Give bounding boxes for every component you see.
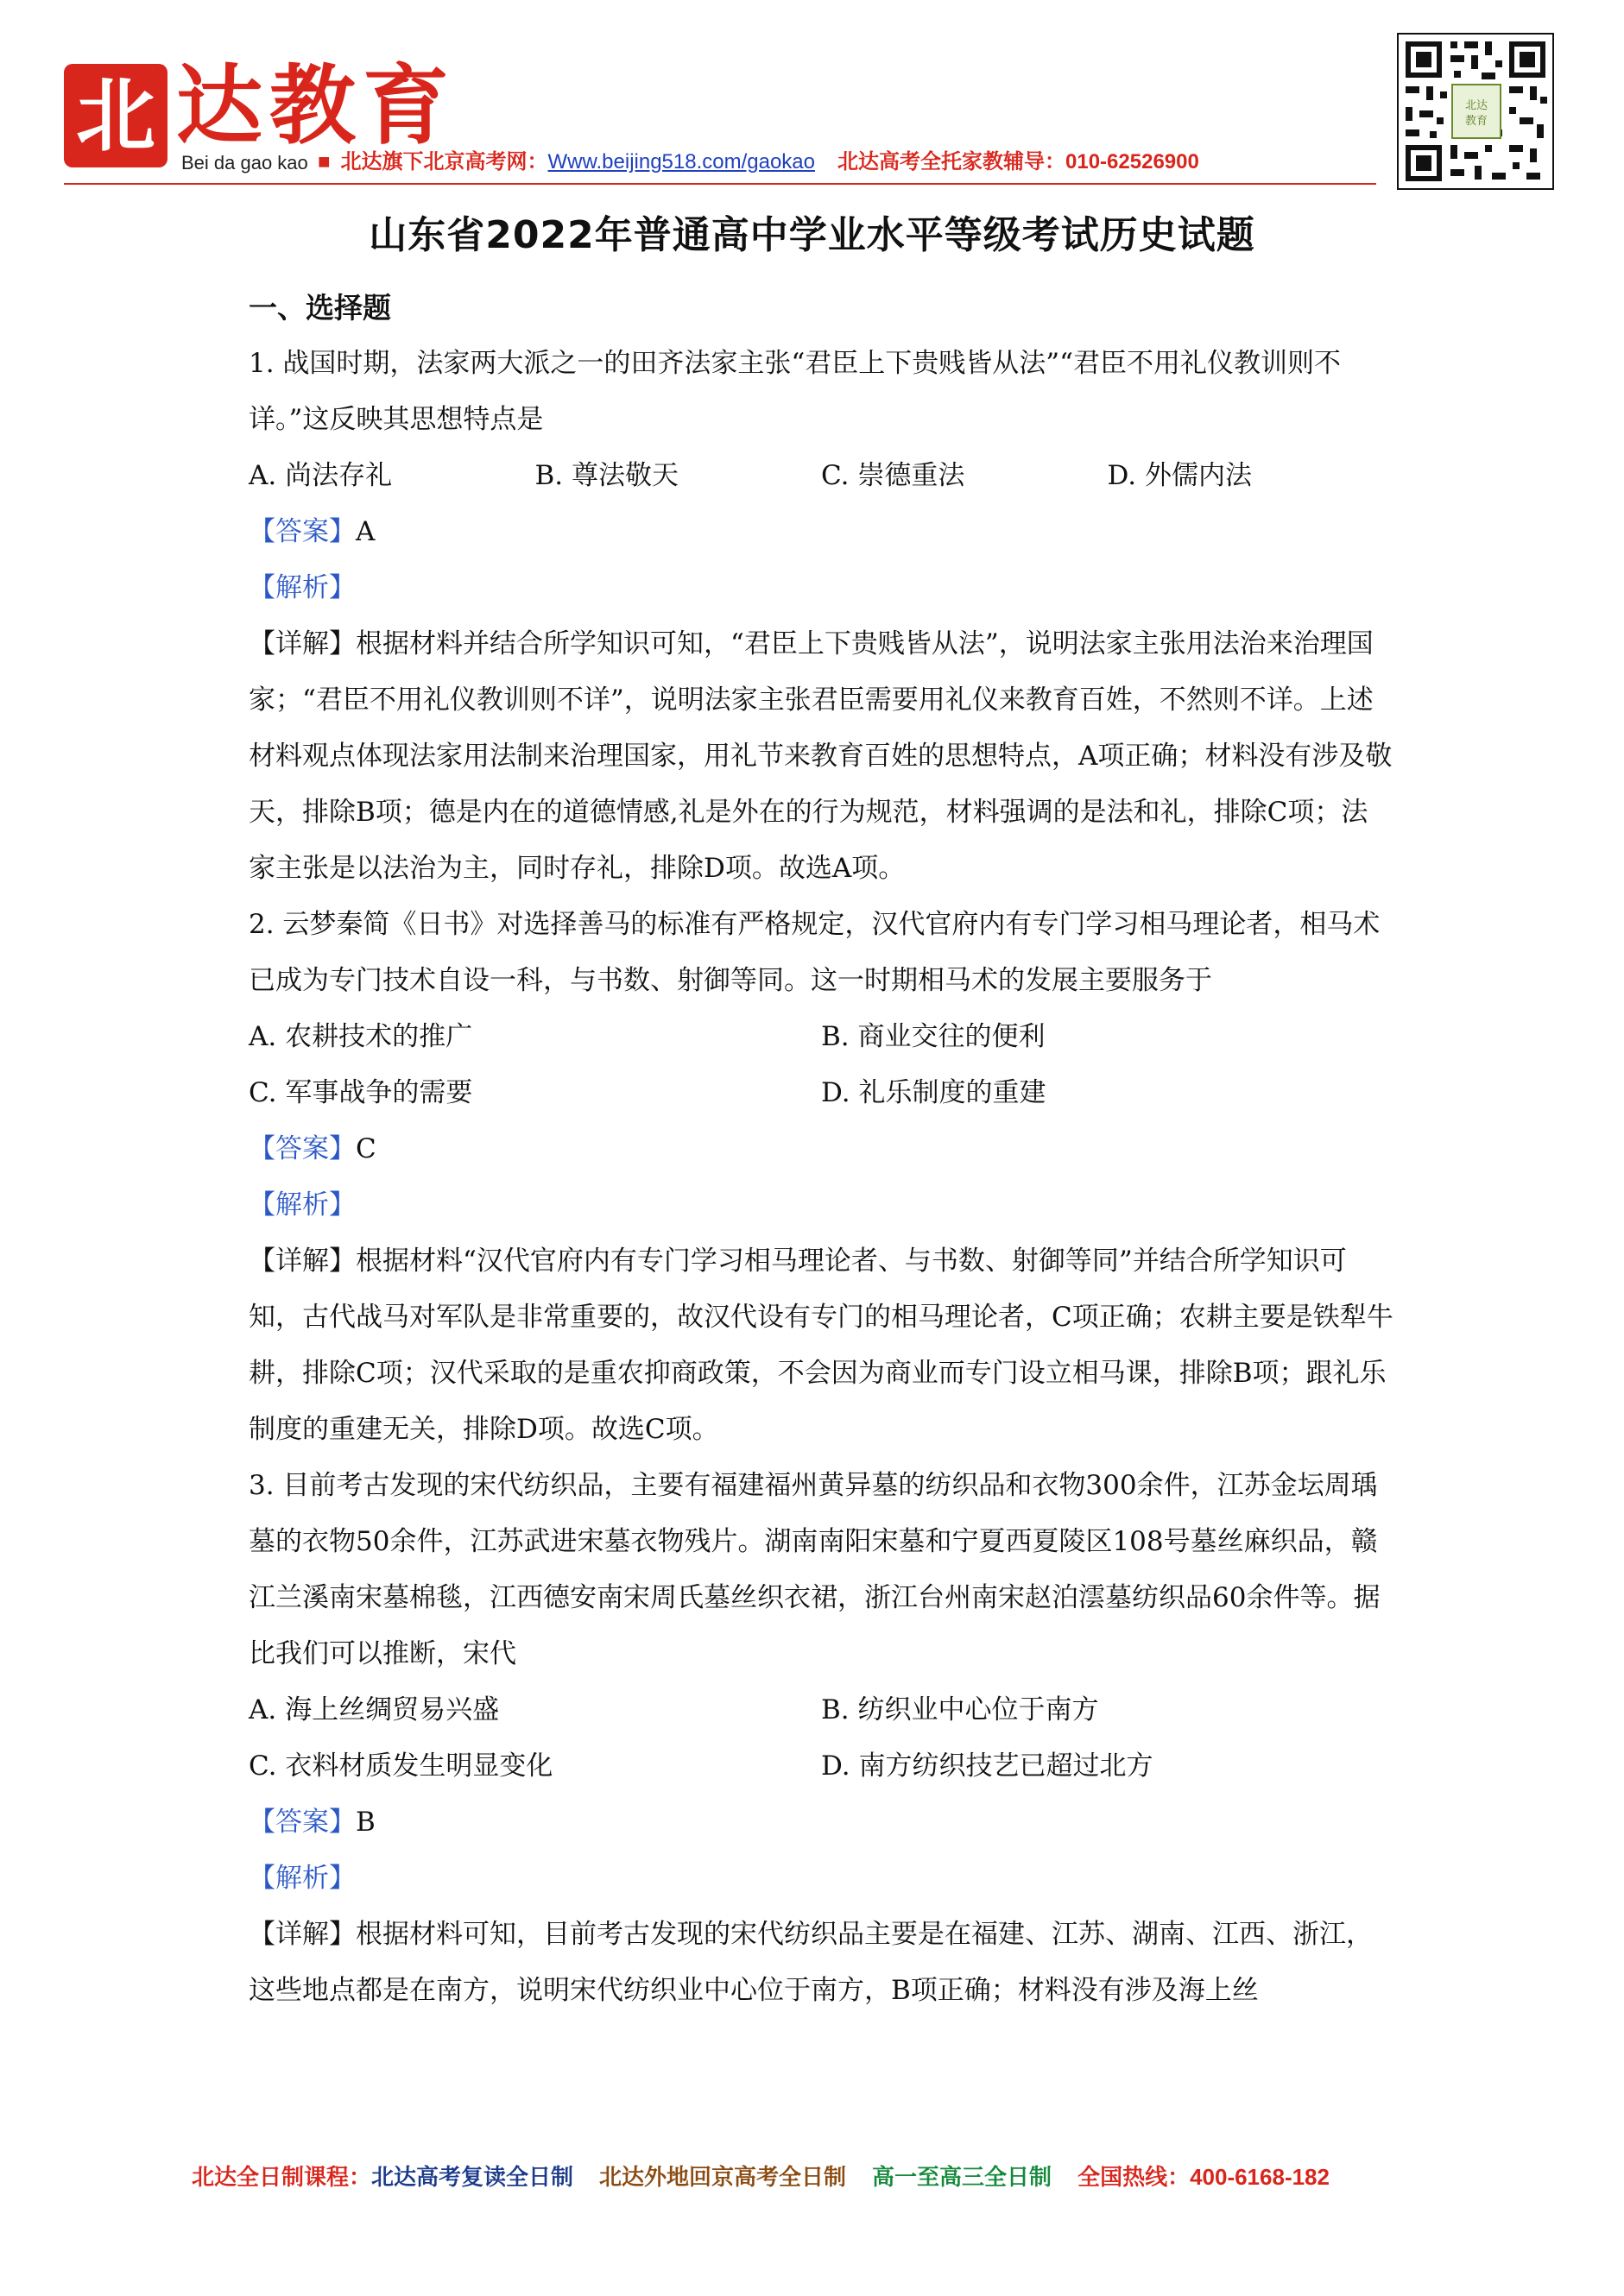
option-d: D. 礼乐制度的重建 — [821, 1077, 1046, 1108]
question-3-stem: 3. 目前考古发现的宋代纺织品，主要有福建福州黄异墓的纺织品和衣物300余件，江苏金坛周瑀墓的衣物50余件，江苏武进宋墓衣物残片。湖南南阳宋墓和宁夏西夏陵区108号墓丝麻织品，赣江兰溪南宋墓棉毯，江西德安南宋周氏墓丝织衣裙，浙江台州南宋赵泊澐墓纺织品60余件等。据比我们可以推断，宋代 — [249, 1470, 1381, 1669]
section-heading: 一、选择题 — [249, 291, 391, 325]
question-3-analysis-tag: 【解析】 — [249, 1863, 356, 1894]
answer-tag: 【答案】 — [249, 1133, 356, 1164]
footer-course-2: 北达外地回京高考全日制 — [599, 2164, 847, 2190]
question-1-options — [249, 448, 1393, 504]
question-2-options-row-2 — [249, 1065, 1393, 1121]
question-2-detail — [249, 1233, 1393, 1458]
question-2-options-row-1 — [249, 1009, 1393, 1065]
detail-tag: 【详解】 — [249, 1919, 356, 1950]
detail-text: 根据材料并结合所学知识可知，“君臣上下贵贱皆从法”，说明法家主张用法治来治理国家；“君臣不用礼仪教训则不详”，说明法家主张君臣需要用礼仪来教育百姓，不然则不详。上述材料观点体现法家用法制来治理国家，用礼节来教育百姓的思想特点，A项正确；材料没有涉及敬天，排除B项；德是内在的道德情感,礼是外在的行为规范，材料强调的是法和礼，排除C项；法家主张是以法治为主，同时存礼，排除D项。故选A项。 — [249, 628, 1393, 884]
footer-course-1: 北达高考复读全日制 — [371, 2164, 574, 2190]
page-footer — [192, 2160, 1355, 2192]
option-c: C. 崇德重法 — [821, 460, 965, 491]
detail-text: 根据材料“汉代官府内有专门学习相马理论者、与书数、射御等同”并结合所学知识可知，古代战马对军队是非常重要的，故汉代设有专门的相马理论者，C项正确；农耕主要是铁犁牛耕，排除C项；汉代采取的是重农抑商政策，不会因为商业而专门设立相马课，排除B项；跟礼乐制度的重建无关，排除D项。故选C项。 — [249, 1246, 1393, 1445]
exam-content — [249, 280, 1393, 2019]
answer-value: A — [356, 516, 376, 547]
question-2-analysis-tag: 【解析】 — [249, 1189, 356, 1221]
option-a: A. 尚法存礼 — [249, 460, 393, 491]
logo-mark-char: 北 — [75, 69, 155, 162]
question-3-detail — [249, 1907, 1393, 2019]
answer-tag: 【答案】 — [249, 516, 356, 547]
detail-tag: 【详解】 — [249, 1246, 356, 1277]
site-link[interactable]: Www.beijing518.com/gaokao — [547, 150, 816, 173]
footer-course-label: 北达全日制课程： — [192, 2164, 372, 2190]
option-d: D. 南方纺织技艺已超过北方 — [821, 1750, 1153, 1782]
header-divider — [64, 183, 1376, 185]
bullet-square-icon: ■ — [318, 150, 331, 173]
option-a: A. 海上丝绸贸易兴盛 — [249, 1694, 500, 1725]
answer-value: C — [356, 1133, 376, 1164]
footer-course-3: 高一至高三全日制 — [872, 2164, 1052, 2190]
question-2-answer — [249, 1121, 1393, 1177]
option-b: B. 尊法敬天 — [534, 460, 679, 491]
detail-tag: 【详解】 — [249, 628, 356, 659]
qr-caption-line2: 教育 — [1464, 115, 1488, 128]
logo-mark — [64, 64, 167, 167]
logo-pinyin: Bei da gao kao — [181, 152, 308, 173]
tutor-hotline: 北达高考全托家教辅导：010-62526900 — [837, 150, 1199, 173]
detail-text: 根据材料可知，目前考古发现的宋代纺织品主要是在福建、江苏、湖南、江西、浙江，这些地点都是在南方，说明宋代纺织业中心位于南方，B项正确；材料没有涉及海上丝 — [249, 1919, 1373, 2006]
footer-hotline: 全国热线：400-6168-182 — [1077, 2164, 1330, 2190]
qr-caption-line1: 北达 — [1464, 99, 1488, 112]
option-d: D. 外儒内法 — [1107, 460, 1252, 491]
qr-code-icon — [1397, 33, 1554, 190]
question-1-analysis-tag: 【解析】 — [249, 572, 356, 603]
question-3-options-row-1 — [249, 1682, 1393, 1738]
option-c: C. 军事战争的需要 — [249, 1077, 473, 1108]
question-1-stem: 1. 战国时期，法家两大派之一的田齐法家主张“君臣上下贵贱皆从法”“君臣不用礼仪教训则不详。”这反映其思想特点是 — [249, 348, 1341, 435]
question-1-answer — [249, 504, 1393, 560]
question-3-answer — [249, 1795, 1393, 1851]
option-c: C. 衣料材质发生明显变化 — [249, 1750, 553, 1782]
answer-value: B — [356, 1807, 376, 1838]
option-a: A. 农耕技术的推广 — [249, 1021, 473, 1052]
document-title: 山东省2022年普通高中学业水平等级考试历史试题 — [369, 213, 1255, 257]
question-3-options-row-2 — [249, 1738, 1393, 1795]
question-2-stem: 2. 云梦秦简《日书》对选择善马的标准有严格规定，汉代官府内有专门学习相马理论者，相马术已成为专门技术自设一科，与书数、射御等同。这一时期相马术的发展主要服务于 — [249, 909, 1381, 996]
logo-text: 达教育 — [176, 54, 456, 156]
option-b: B. 纺织业中心位于南方 — [821, 1694, 1099, 1725]
site-label: 北达旗下北京高考网： — [340, 150, 548, 173]
question-1-detail — [249, 616, 1393, 897]
option-b: B. 商业交往的便利 — [821, 1021, 1046, 1052]
answer-tag: 【答案】 — [249, 1807, 356, 1838]
page-header — [0, 0, 1624, 199]
header-links — [318, 144, 1199, 174]
